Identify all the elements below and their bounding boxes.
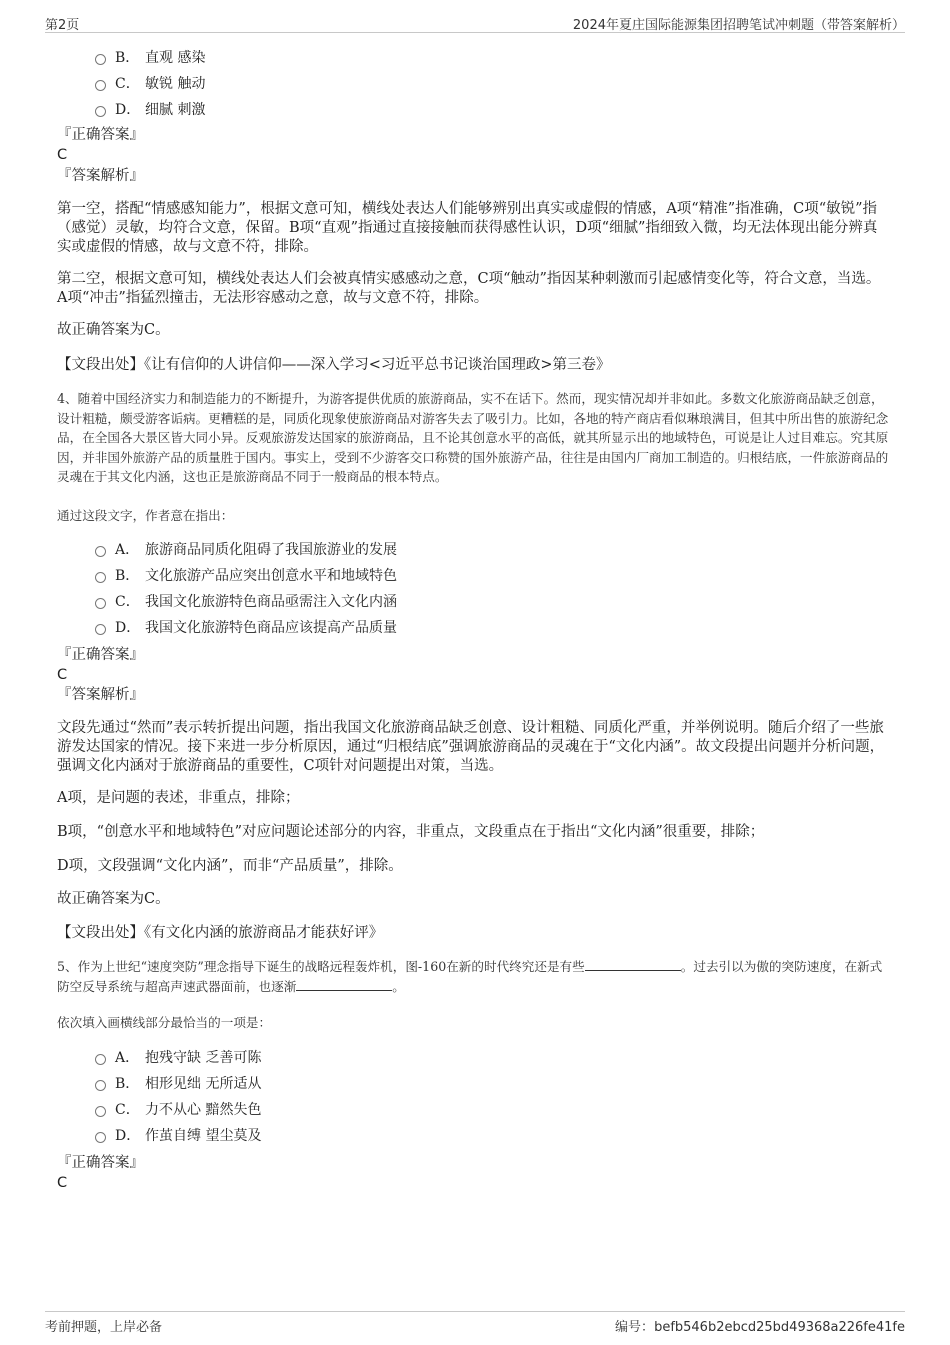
q4-options xyxy=(95,536,495,640)
q4-analysis-p4: D项，文段强调“文化内涵”，而非“产品质量”，排除。 xyxy=(57,858,403,874)
footer-slogan: 考前押题，上岸必备 xyxy=(45,1320,163,1335)
fill-blank-2 xyxy=(296,978,392,991)
q5-option-a[interactable]: A． 抱残守缺 乏善可陈 xyxy=(95,1044,495,1070)
radio-icon[interactable] xyxy=(95,624,106,635)
q4-stem: 4、随着中国经济实力和制造能力的不断提升，为游客提供优质的旅游商品，实不在话下。然而，现实情况却并非如此。多数文化旅游商品缺乏创意，设计粗糙，颇受游客诟病。更糟糕的是，同质化现象使旅游商品对游客失去了吸引力。比如，各地的特产商店看似琳琅满目，但其中所出售的旅游纪念品，在全国各大景区皆大同小异。反观旅游发达国家的旅游商品，且不论其创意水平的高低，就其所显示出的地域特色，可说是让人过目难忘。究其原因，并非国外旅游产品的质量胜于国内。事实上，受到不少游客交口称赞的国外旅游产品，往往是由国内厂商加工制造的。归根结底，一件旅游商品的灵魂在于其文化内涵，这也正是旅游商品不同于一般商品的根本特点。 xyxy=(57,391,889,484)
radio-icon[interactable] xyxy=(95,1132,106,1143)
q5-option-d[interactable]: D． 作茧自缚 望尘莫及 xyxy=(95,1122,495,1148)
q4-analysis-p1: 文段先通过“然而”表示转折提出问题，指出我国文化旅游商品缺乏创意、设计粗糙、同质化严重，并举例说明。随后介绍了一些旅游发达国家的情况。接下来进一步分析原因，通过“归根结底”强调旅游商品的灵魂在于“文化内涵”。故文段提出问题并分析问题，强调文化内涵对于旅游商品的重要性，C项针对问题提出对策，当选。 xyxy=(57,720,885,774)
page-number: 第2页 xyxy=(45,18,80,33)
page-footer xyxy=(45,1311,905,1336)
q5-option-c[interactable]: C． 力不从心 黯然失色 xyxy=(95,1096,495,1122)
q4-prompt: 通过这段文字，作者意在指出： xyxy=(57,508,234,523)
q3-correct-label: 『正确答案』 xyxy=(57,127,144,143)
q5-answer: C xyxy=(57,1175,68,1191)
document-code: 编号：befb546b2ebcd25bd49368a226fe41fe xyxy=(615,1320,905,1335)
q3-source: 【文段出处】《让有信仰的人讲信仰——深入学习<习近平总书记谈治国理政>第三卷》 xyxy=(57,357,611,373)
q3-options xyxy=(95,44,495,122)
q4-analysis-p2: A项，是问题的表述，非重点，排除； xyxy=(57,790,300,806)
q3-analysis-p3: 故正确答案为C。 xyxy=(57,322,170,338)
q5-correct-label: 『正确答案』 xyxy=(57,1155,144,1171)
q5-prompt: 依次填入画横线部分最恰当的一项是： xyxy=(57,1015,272,1030)
q3-analysis-p1: 第一空，搭配“情感感知能力”，根据文意可知，横线处表达人们能够辨别出真实或虚假的情感，A项“精准”指准确，C项“敏锐”指（感觉）灵敏，均符合文意，保留。B项“直观”指通过直接接触而获得感性认识，D项“细腻”指细致入微，均无法体现出能分辨真实或虚假的情感，故与文意不符，排除。 xyxy=(57,201,878,255)
q5-option-b[interactable]: B． 相形见绌 无所适从 xyxy=(95,1070,495,1096)
q4-option-c[interactable]: C． 我国文化旅游特色商品亟需注入文化内涵 xyxy=(95,588,495,614)
page-header xyxy=(45,10,905,33)
radio-icon[interactable] xyxy=(95,598,106,609)
q4-option-a[interactable]: A． 旅游商品同质化阻碍了我国旅游业的发展 xyxy=(95,536,495,562)
radio-icon[interactable] xyxy=(95,546,106,557)
q4-analysis-label: 『答案解析』 xyxy=(57,687,144,703)
q3-option-c[interactable]: C． 敏锐 触动 xyxy=(95,70,495,96)
radio-icon[interactable] xyxy=(95,572,106,583)
q4-analysis-p3: B项，“创意水平和地域特色”对应问题论述部分的内容，非重点，文段重点在于指出“文化内涵”很重要，排除； xyxy=(57,824,765,840)
q3-answer: C xyxy=(57,147,68,163)
q3-option-b[interactable]: B． 直观 感染 xyxy=(95,44,495,70)
q4-source: 【文段出处】《有文化内涵的旅游商品才能获好评》 xyxy=(57,925,384,941)
document-title: 2024年夏庄国际能源集团招聘笔试冲刺题（带答案解析） xyxy=(572,18,905,33)
radio-icon[interactable] xyxy=(95,1080,106,1091)
radio-icon[interactable] xyxy=(95,1106,106,1117)
q5-stem: 5、作为上世纪“速度突防”理念指导下诞生的战略远程轰炸机，图-160在新的时代终究还是有些 。过去引以为傲的突防速度，在新式防空反导系统与超高声速武器面前，也逐渐 。 xyxy=(57,959,883,994)
q3-analysis-label: 『答案解析』 xyxy=(57,168,144,184)
radio-icon[interactable] xyxy=(95,80,106,91)
fill-blank-1 xyxy=(585,958,681,971)
q4-correct-label: 『正确答案』 xyxy=(57,647,144,663)
q4-option-d[interactable]: D． 我国文化旅游特色商品应该提高产品质量 xyxy=(95,614,495,640)
radio-icon[interactable] xyxy=(95,1054,106,1065)
q3-option-d[interactable]: D． 细腻 刺激 xyxy=(95,96,495,122)
q4-option-b[interactable]: B． 文化旅游产品应突出创意水平和地域特色 xyxy=(95,562,495,588)
q4-analysis-p5: 故正确答案为C。 xyxy=(57,891,170,907)
q4-answer: C xyxy=(57,667,68,683)
radio-icon[interactable] xyxy=(95,54,106,65)
q3-analysis-p2: 第二空，根据文意可知，横线处表达人们会被真情实感感动之意，C项“触动”指因某种刺激而引起感情变化等，符合文意，当选。A项“冲击”指猛烈撞击，无法形容感动之意，故与文意不符，排除。 xyxy=(57,271,881,306)
radio-icon[interactable] xyxy=(95,106,106,117)
q5-options xyxy=(95,1044,495,1148)
